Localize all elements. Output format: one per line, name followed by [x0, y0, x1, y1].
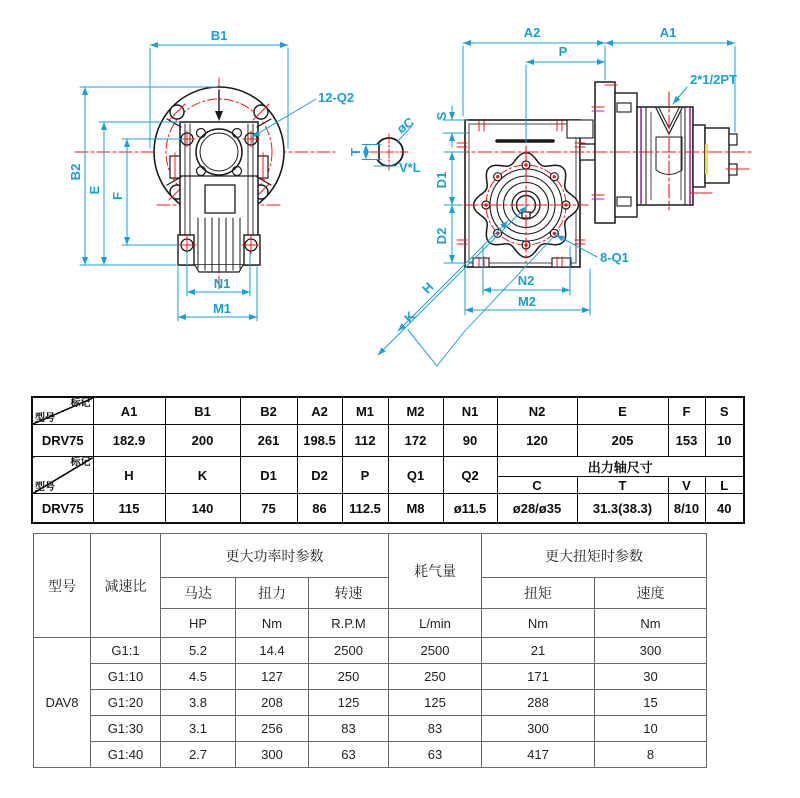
unit-cell: Nm [595, 609, 707, 638]
dim-header-cell: V [668, 477, 705, 494]
dim-label-2-half-pt: 2*1/2PT [690, 72, 737, 87]
value-cell: 300 [236, 742, 309, 768]
value-cell: 256 [236, 716, 309, 742]
perf-data-row [34, 742, 707, 768]
dim-label-vl: V*L [399, 160, 421, 175]
dim-value-cell: 75 [240, 494, 297, 524]
dim-header-cell: M2 [388, 397, 443, 425]
dim-header-cell: B1 [165, 397, 240, 425]
front-view [68, 28, 354, 321]
dim-header-cell: E [577, 397, 668, 425]
value-cell: 21 [482, 638, 595, 664]
ratio-cell: G1:40 [91, 742, 161, 768]
ratio-cell: G1:1 [91, 638, 161, 664]
dim-header-cell: T [577, 477, 668, 494]
dim-label-h: H [419, 279, 437, 297]
value-cell: 127 [236, 664, 309, 690]
dim-value-cell: 153 [668, 425, 705, 457]
corner-mark-label: 标记 [70, 398, 91, 409]
dim-header-cell: A1 [93, 397, 165, 425]
dim-label-f: F [110, 192, 125, 200]
dim-value-cell: 261 [240, 425, 297, 457]
side-view [378, 25, 752, 366]
dim-label-p: P [558, 44, 568, 59]
value-cell: 15 [595, 690, 707, 716]
value-cell: 10 [595, 716, 707, 742]
value-cell: 250 [389, 664, 482, 690]
dim-data-row-1 [32, 425, 744, 457]
dim-value-cell: 8/10 [668, 494, 705, 524]
dim-data-row-2 [32, 494, 744, 524]
perf-header-row-1 [34, 534, 707, 578]
dim-label-s: S [434, 111, 449, 121]
unit-cell: HP [161, 609, 236, 638]
max-speed-header: 速度 [595, 578, 707, 609]
perf-data-row [34, 690, 707, 716]
dim-header-cell: C [497, 477, 577, 494]
dim-label-a2: A2 [523, 25, 541, 40]
value-cell: 30 [595, 664, 707, 690]
value-cell: 2500 [389, 638, 482, 664]
dim-value-cell: 31.3(38.3) [577, 494, 668, 524]
dim-label-e: E [87, 185, 102, 195]
dim-header-cell: K [165, 457, 240, 494]
dim-value-cell: 140 [165, 494, 240, 524]
dim-header-cell: P [342, 457, 388, 494]
dim-value-cell: ø11.5 [443, 494, 497, 524]
technical-drawing [0, 0, 800, 394]
dim-header-cell: S [705, 397, 744, 425]
value-cell: 2.7 [161, 742, 236, 768]
unit-cell: L/min [389, 609, 482, 638]
dim-value-cell: 172 [388, 425, 443, 457]
dim-label-k: K [401, 308, 419, 326]
value-cell: 2500 [309, 638, 389, 664]
dim-value-cell: 86 [297, 494, 342, 524]
value-cell: 83 [389, 716, 482, 742]
corner-model-label: 型号 [35, 482, 55, 493]
dim-label-m2: M2 [517, 294, 537, 309]
value-cell: 250 [309, 664, 389, 690]
dim-label-d2: D2 [434, 227, 449, 245]
dim-value-cell: 112.5 [342, 494, 388, 524]
power-group-header: 更大功率时参数 [161, 534, 389, 578]
max-torque-header: 扭矩 [482, 578, 595, 609]
torque-header: 扭力 [236, 578, 309, 609]
dim-header-cell: F [668, 397, 705, 425]
value-cell: 208 [236, 690, 309, 716]
perf-data-row [34, 638, 707, 664]
dim-value-cell: 182.9 [93, 425, 165, 457]
dim-header-cell: A2 [297, 397, 342, 425]
value-cell: 171 [482, 664, 595, 690]
corner-cell [32, 397, 93, 425]
output-shaft-group-header: 出力轴尺寸 [497, 457, 744, 477]
dim-header-cell: B2 [240, 397, 297, 425]
dim-header-row-1 [32, 397, 744, 425]
unit-cell: R.P.M [309, 609, 389, 638]
ratio-cell: G1:10 [91, 664, 161, 690]
corner-mark-label: 标记 [70, 457, 91, 468]
value-cell: 63 [389, 742, 482, 768]
unit-cell: Nm [236, 609, 309, 638]
dim-header-cell: D1 [240, 457, 297, 494]
motor-header: 马达 [161, 578, 236, 609]
dim-header-row-2 [32, 457, 744, 477]
corner-model-label: 型号 [35, 413, 55, 424]
model-cell: DAV8 [34, 638, 91, 768]
dim-label-12-q2: 12-Q2 [318, 90, 355, 105]
dim-value-cell: M8 [388, 494, 443, 524]
perf-data-row [34, 716, 707, 742]
shaft-detail [348, 114, 421, 175]
value-cell: 288 [482, 690, 595, 716]
dim-header-cell: N2 [497, 397, 577, 425]
ratio-cell: G1:30 [91, 716, 161, 742]
dim-value-cell: DRV75 [32, 494, 93, 524]
dim-header-cell: N1 [443, 397, 497, 425]
dim-header-cell: L [705, 477, 744, 494]
dim-value-cell: 40 [705, 494, 744, 524]
value-cell: 417 [482, 742, 595, 768]
ratio-column-header: 减速比 [91, 534, 161, 638]
dim-header-cell: M1 [342, 397, 388, 425]
model-column-header: 型号 [34, 534, 91, 638]
dim-label-b2: B2 [68, 163, 83, 181]
dim-value-cell: 120 [497, 425, 577, 457]
dim-label-m1: M1 [212, 301, 232, 316]
dim-header-cell: D2 [297, 457, 342, 494]
dim-label-oc: øC [393, 114, 417, 137]
dim-value-cell: 205 [577, 425, 668, 457]
air-consumption-header: 耗气量 [389, 534, 482, 609]
unit-cell: Nm [482, 609, 595, 638]
value-cell: 3.1 [161, 716, 236, 742]
value-cell: 300 [595, 638, 707, 664]
value-cell: 63 [309, 742, 389, 768]
dim-label-b1: B1 [210, 28, 228, 43]
dim-label-n2: N2 [517, 273, 535, 288]
performance-table [33, 533, 707, 768]
torque-group-header: 更大扭矩时参数 [482, 534, 707, 578]
value-cell: 3.8 [161, 690, 236, 716]
dim-label-t: T [348, 148, 363, 156]
value-cell: 8 [595, 742, 707, 768]
dim-header-cell: Q1 [388, 457, 443, 494]
value-cell: 14.4 [236, 638, 309, 664]
dim-value-cell: 200 [165, 425, 240, 457]
value-cell: 83 [309, 716, 389, 742]
dim-header-cell: H [93, 457, 165, 494]
value-cell: 125 [309, 690, 389, 716]
perf-data-row [34, 664, 707, 690]
dim-value-cell: DRV75 [32, 425, 93, 457]
ratio-cell: G1:20 [91, 690, 161, 716]
corner-cell [32, 457, 93, 494]
dim-value-cell: 115 [93, 494, 165, 524]
value-cell: 4.5 [161, 664, 236, 690]
dim-label-n1: N1 [213, 276, 231, 291]
dim-header-cell: Q2 [443, 457, 497, 494]
dim-label-a1: A1 [659, 25, 677, 40]
dim-value-cell: ø28/ø35 [497, 494, 577, 524]
dim-value-cell: 112 [342, 425, 388, 457]
dim-value-cell: 10 [705, 425, 744, 457]
value-cell: 300 [482, 716, 595, 742]
dimension-table [31, 396, 745, 524]
value-cell: 5.2 [161, 638, 236, 664]
speed-header: 转速 [309, 578, 389, 609]
dim-label-d1: D1 [434, 171, 449, 189]
dim-value-cell: 90 [443, 425, 497, 457]
dim-label-8-q1: 8-Q1 [600, 250, 629, 265]
dim-value-cell: 198.5 [297, 425, 342, 457]
value-cell: 125 [389, 690, 482, 716]
